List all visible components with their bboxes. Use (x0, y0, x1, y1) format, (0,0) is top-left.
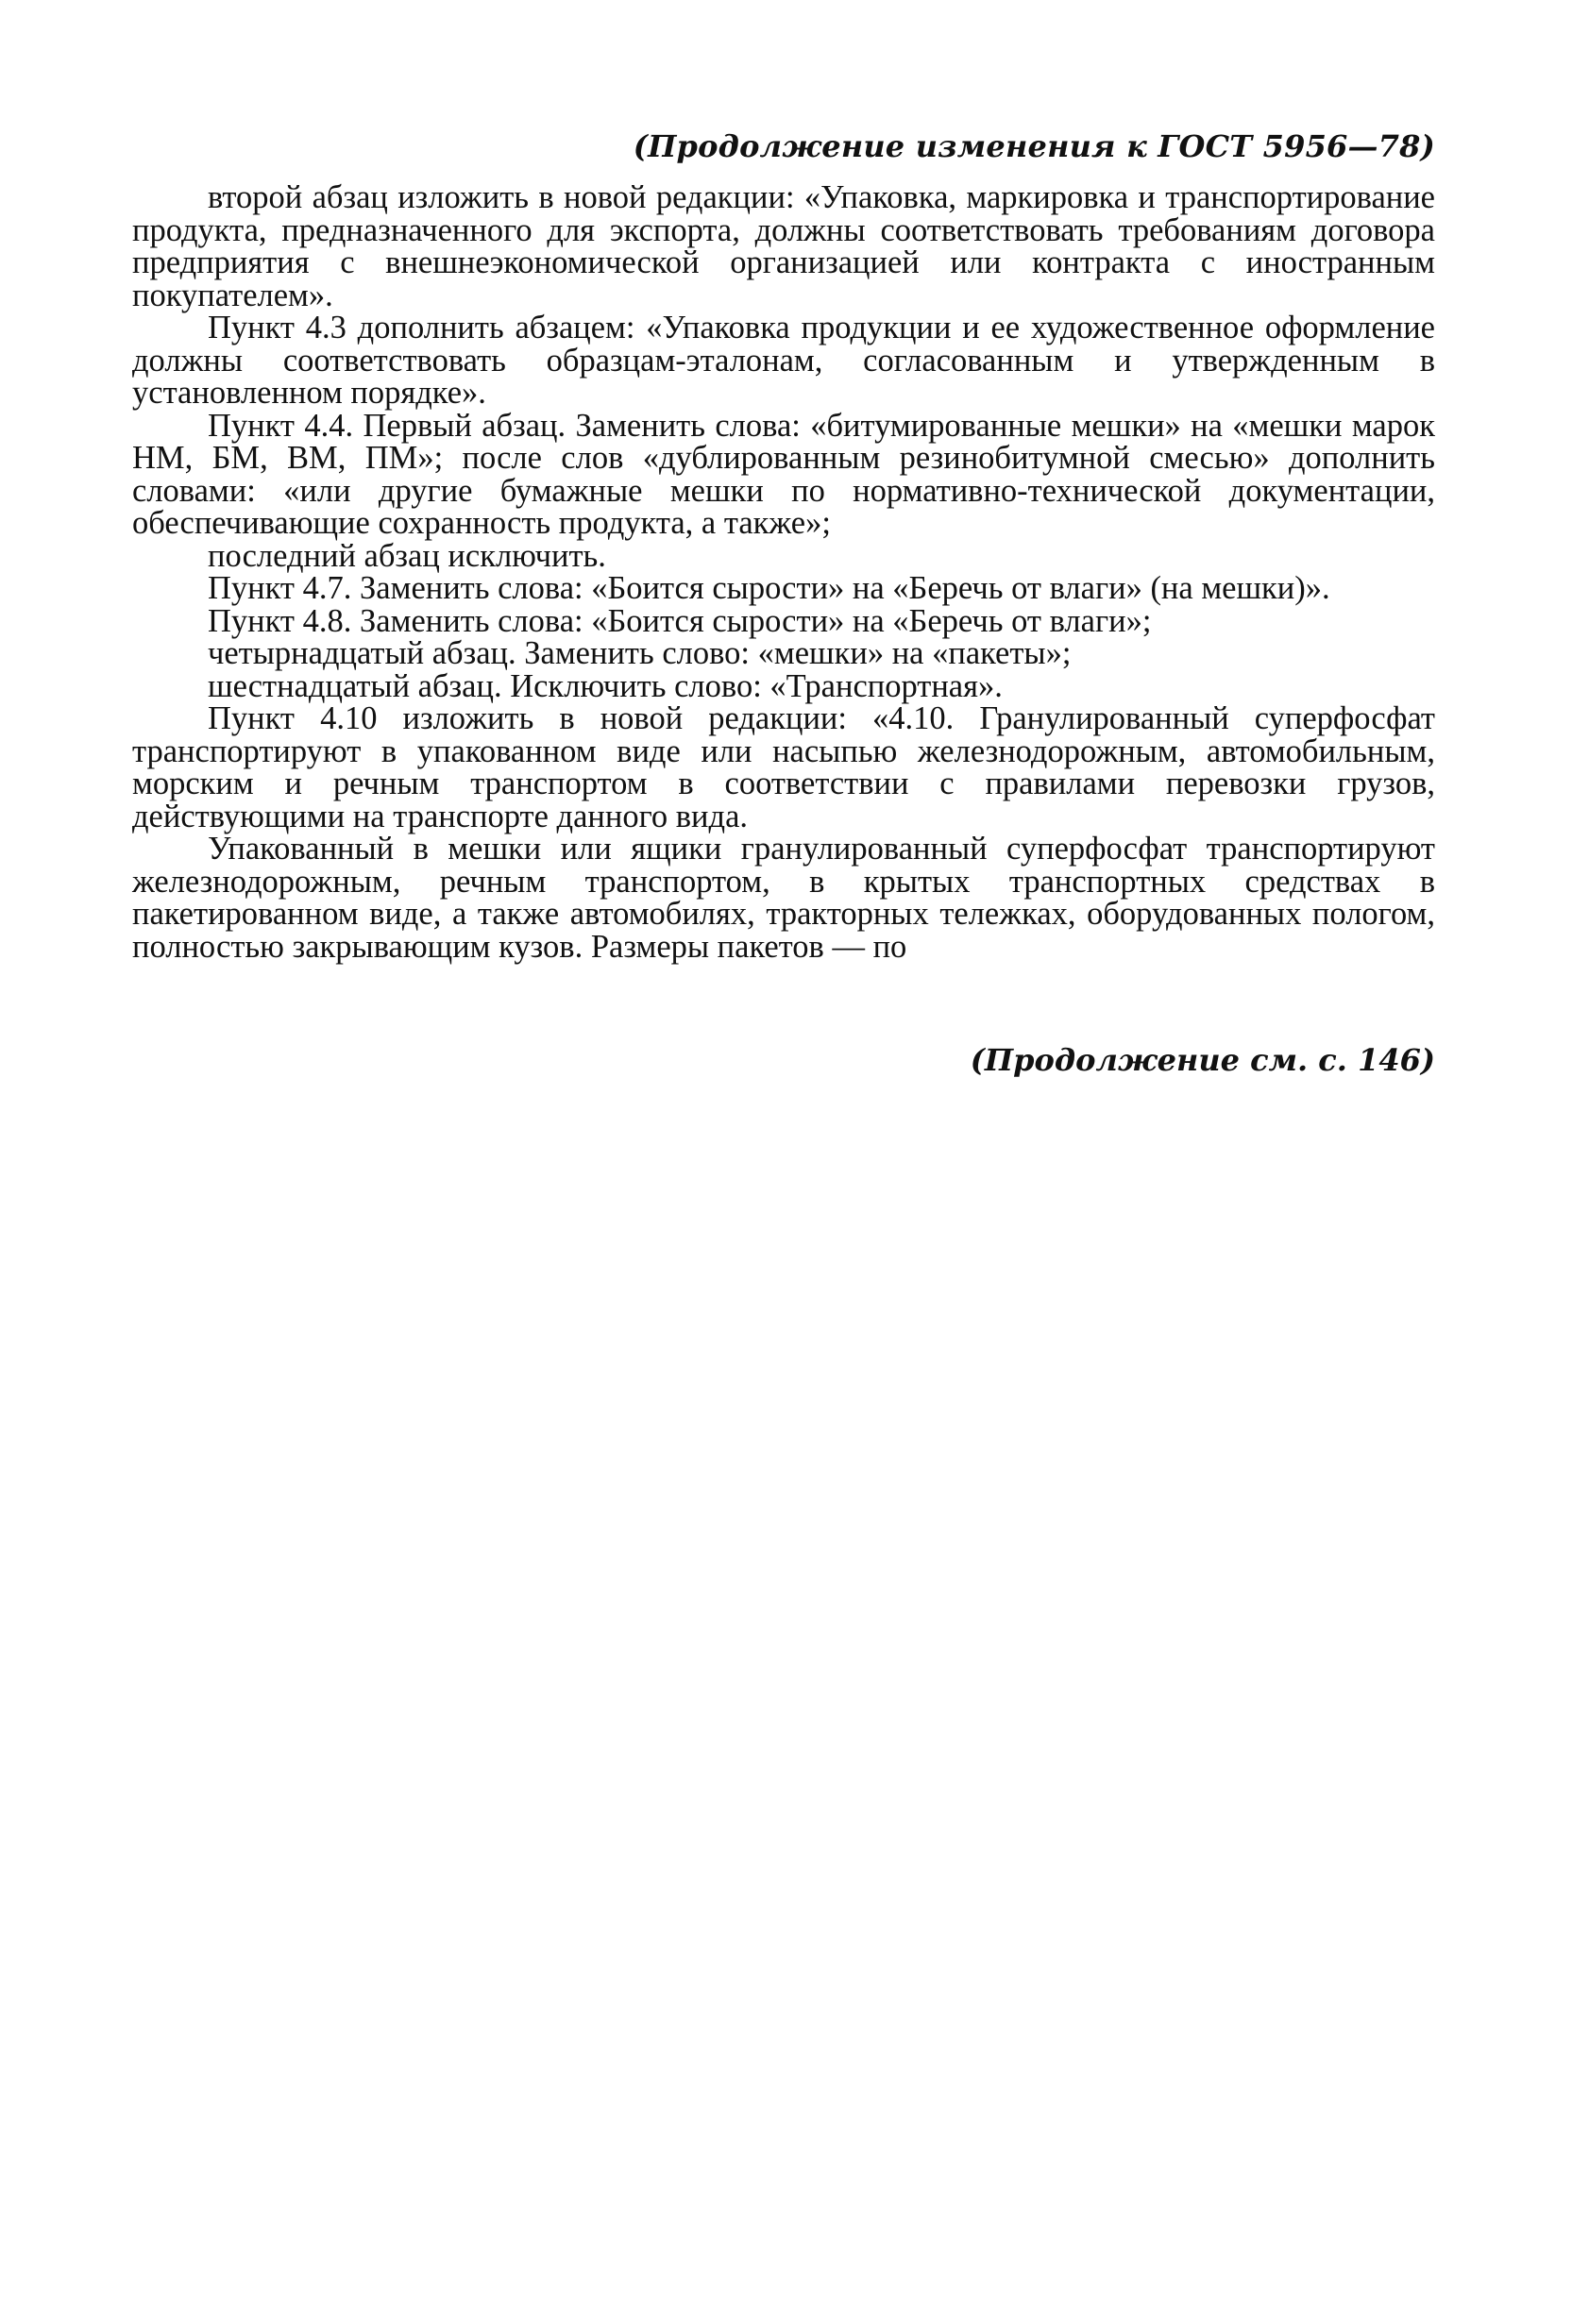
paragraph: четырнадцатый абзац. Заменить слово: «мешки» на «пакеты»; (208, 635, 1072, 671)
paragraph: Пункт 4.8. Заменить слова: «Боится сырости» на «Беречь от влаги»; (208, 602, 1152, 639)
paragraph: Упакованный в мешки или ящики гранулированный суперфосфат транспортируют железнодорожным, речным транспортом, в крытых транспортных средствах в пакетированном виде, а также автомобилях, тракторных тележках, оборудованных пологом, полностью закрывающим кузов. Размеры пакетов — по (132, 831, 1435, 965)
paragraph: Пункт 4.10 изложить в новой редакции: «4.10. Гранулированный суперфосфат транспортируют в упакованном виде или насыпью железнодорожным, автомобильным, морским и речным транспортом в соответствии с правилами перевозки грузов, действующими на транспорте данного вида. (132, 700, 1435, 834)
paragraph: Пункт 4.4. Первый абзац. Заменить слова: «битумированные мешки» на «мешки марок НМ, БМ, ВМ, ПМ»; после слов «дублированным резинобитумной смесью» дополнить словами: «или другие бумажные мешки по нормативно-технической документации, обеспечивающие сохранность продукта, а также»; (132, 407, 1435, 541)
paragraph: последний абзац исключить. (208, 537, 606, 574)
continuation-footer: (Продолжение см. с. 146) (970, 1042, 1435, 1078)
paragraph: второй абзац изложить в новой редакции: «Упаковка, маркировка и транспортирование продукта, предназначенного для экспорта, должны соответствовать требованиям договора предприятия с внешнеэкономической организацией или контракта с иностранным покупателем». (132, 179, 1435, 313)
continuation-header: (Продолжение изменения к ГОСТ 5956—78) (633, 128, 1435, 164)
document-body (132, 181, 1435, 963)
paragraph: Пункт 4.3 дополнить абзацем: «Упаковка продукции и ее художественное оформление должны соответствовать образцам-эталонам, согласованным и утвержденным в установленном порядке». (132, 310, 1435, 411)
paragraph: шестнадцатый абзац. Исключить слово: «Транспортная». (208, 667, 1003, 704)
paragraph: Пункт 4.7. Заменить слова: «Боится сырости» на «Беречь от влаги» (на мешки)». (208, 570, 1330, 606)
